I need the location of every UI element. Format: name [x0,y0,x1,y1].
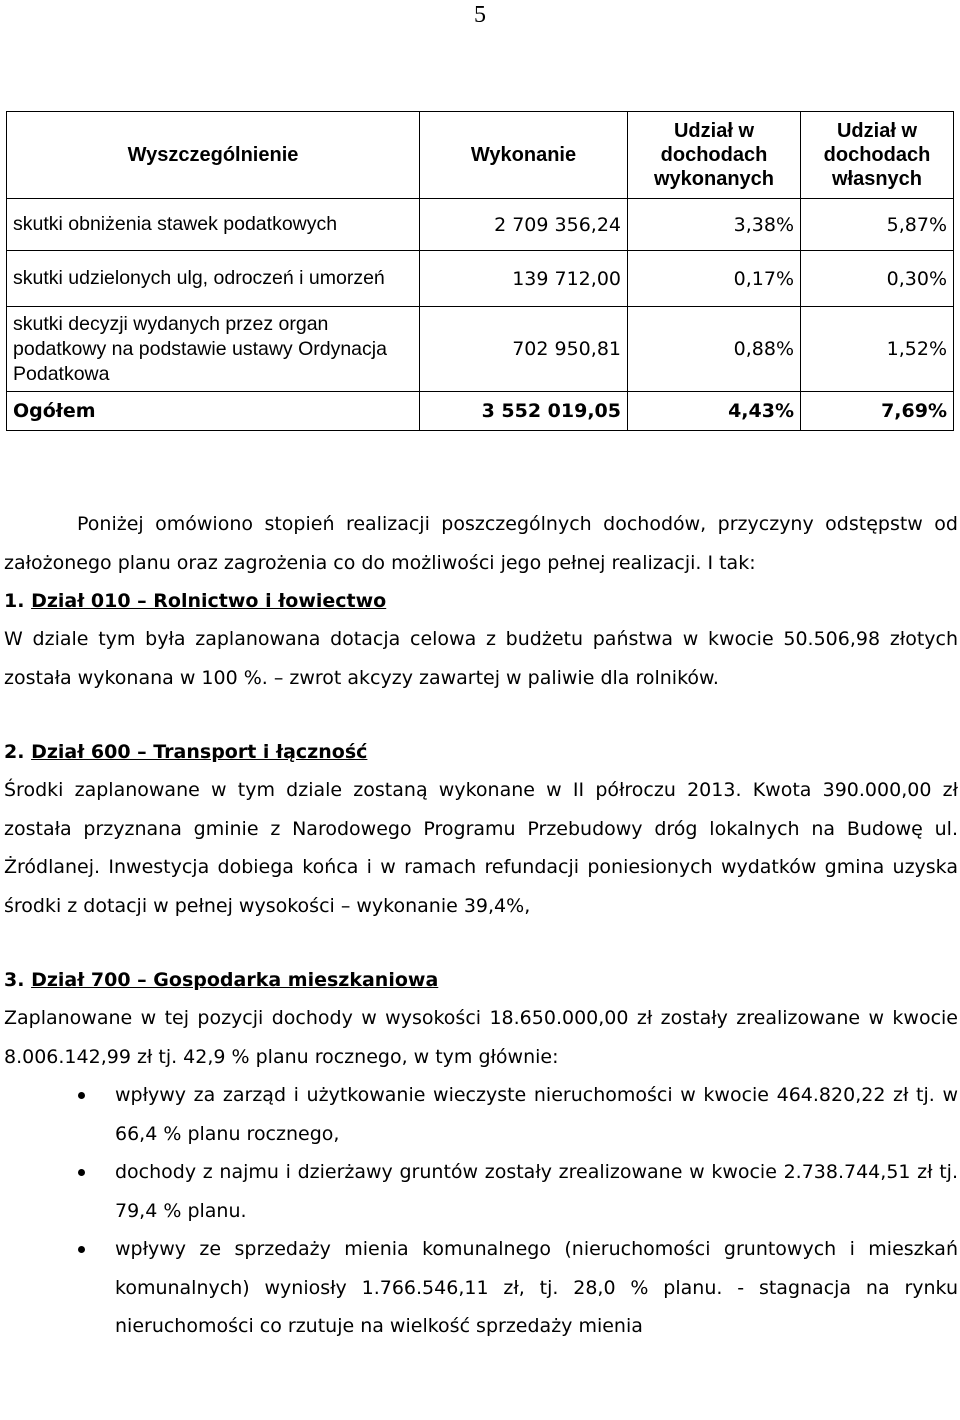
row-udzial-wykonanych: 0,88% [628,307,801,392]
list-item [4,1153,958,1230]
row-wykonanie: 702 950,81 [420,307,628,392]
row-wykonanie: 2 709 356,24 [420,199,628,251]
section-heading-700 [4,961,958,999]
row-wykonanie: 139 712,00 [420,251,628,307]
page-number: 5 [474,2,486,28]
list-item-text: dochody z najmu i dzierżawy gruntów zostały zrealizowane w kwocie 2.738.744,51 zł tj. 79,4 % planu. [115,1161,958,1222]
intro-paragraph: Poniżej omówiono stopień realizacji poszczególnych dochodów, przyczyny odstępstw od założonego planu oraz zagrożenia co do możliwości jego pełnej realizacji. I tak: [4,513,958,574]
tax-relief-table [6,111,954,431]
list-item [4,1230,958,1346]
section-title: Dział 600 – Transport i łączność [31,741,368,763]
total-wykonanie: 3 552 019,05 [420,392,628,431]
row-udzial-wlasnych: 5,87% [801,199,954,251]
header-wyszczegolnienie: Wyszczególnienie [7,112,420,199]
table-header-row [7,112,954,199]
row-udzial-wykonanych: 0,17% [628,251,801,307]
header-udzial-wlasnych: Udział w dochodach własnych [801,112,954,199]
section-number: 2. [4,741,25,763]
section-title: Dział 010 – Rolnictwo i łowiectwo [31,590,387,612]
row-label: skutki decyzji wydanych przez organ podatkowy na podstawie ustawy Ordynacja Podatkowa [7,307,420,392]
header-udzial-wykonanych: Udział w dochodach wykonanych [628,112,801,199]
section-number: 1. [4,590,25,612]
list-item [4,1076,958,1153]
section-number: 3. [4,969,25,991]
table-row [7,251,954,307]
section-heading-600 [4,733,958,771]
total-udzial-wykonanych: 4,43% [628,392,801,431]
row-udzial-wykonanych: 3,38% [628,199,801,251]
row-udzial-wlasnych: 0,30% [801,251,954,307]
row-udzial-wlasnych: 1,52% [801,307,954,392]
total-label: Ogółem [7,392,420,431]
bullet-icon [78,1169,85,1176]
section-heading-010 [4,582,958,620]
header-wykonanie: Wykonanie [420,112,628,199]
table-total-row [7,392,954,431]
section-paragraph: W dziale tym była zaplanowana dotacja celowa z budżetu państwa w kwocie 50.506,98 złotych została wykonana w 100 %. – zwrot akcyzy zawartej w paliwie dla rolników. [4,628,958,689]
table-row [7,307,954,392]
income-bullet-list [4,1076,958,1346]
row-label: skutki obniżenia stawek podatkowych [7,199,420,251]
table-row [7,199,954,251]
section-title: Dział 700 – Gospodarka mieszkaniowa [31,969,439,991]
section-paragraph: Środki zaplanowane w tym dziale zostaną wykonane w II półroczu 2013. Kwota 390.000,00 zł została przyznana gminie z Narodowego Programu Przebudowy dróg lokalnych na Budowę ul. Żródlanej. Inwestycja dobiega końca i w ramach refundacji poniesionych wydatków gmina uzyska środki z dotacji w pełnej wysokości – wykonanie 39,4%, [4,779,958,917]
document-body [4,505,958,1346]
bullet-icon [78,1092,85,1099]
bullet-icon [78,1246,85,1253]
list-item-text: wpływy za zarząd i użytkowanie wieczyste nieruchomości w kwocie 464.820,22 zł tj. w 66,4 % planu rocznego, [115,1084,958,1145]
list-item-text: wpływy ze sprzedaży mienia komunalnego (nieruchomości gruntowych i mieszkań komunalnych) wyniosły 1.766.546,11 zł, tj. 28,0 % planu. - stagnacja na rynku nieruchomości co rzutuje na wielkość sprzedaży mienia [115,1238,958,1337]
section-paragraph: Zaplanowane w tej pozycji dochody w wysokości 18.650.000,00 zł zostały zrealizowane w kwocie 8.006.142,99 zł tj. 42,9 % planu rocznego, w tym głównie: [4,1007,958,1068]
total-udzial-wlasnych: 7,69% [801,392,954,431]
row-label: skutki udzielonych ulg, odroczeń i umorzeń [7,251,420,307]
